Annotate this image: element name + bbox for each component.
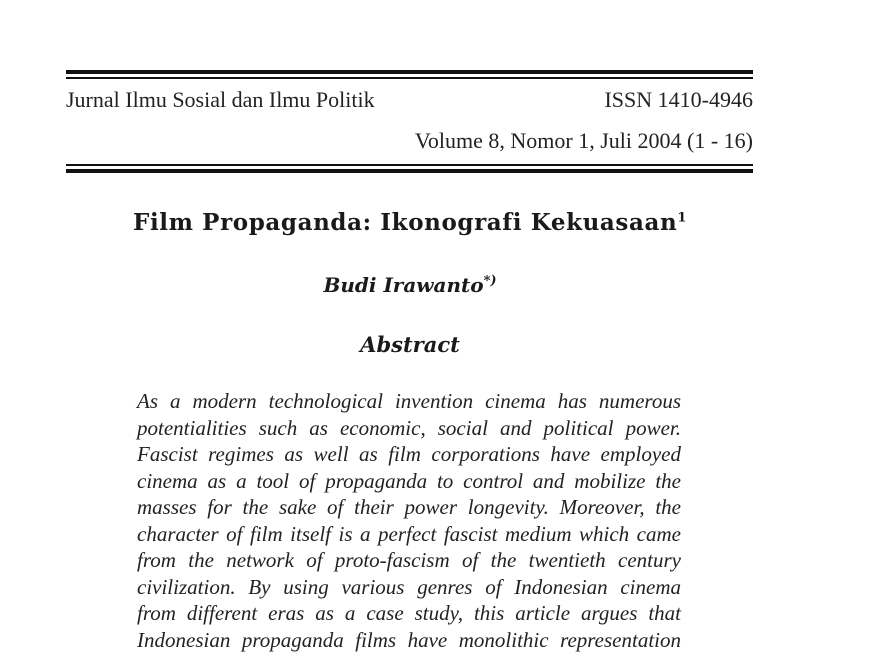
abstract-line: As a modern technological invention cinema has numerous	[137, 389, 681, 413]
author-name: Budi Irawanto	[323, 273, 484, 297]
abstract-line: civilization. By using various genres of Indonesian cinema	[137, 574, 681, 599]
abstract-body	[137, 388, 681, 653]
abstract-line: character of film itself is a perfect fascist medium which came	[137, 521, 681, 546]
header-bottom-thin-rule	[66, 164, 753, 166]
abstract-line: cinema as a tool of propaganda to control and mobilize the	[137, 468, 681, 493]
abstract-line: from the network of proto-fascism of the twentieth century	[137, 548, 681, 572]
article-title	[0, 211, 820, 234]
article-title-text: Film Propaganda: Ikonografi Kekuasaan	[133, 209, 678, 236]
issn-number: ISSN 1410-4946	[604, 87, 753, 112]
volume-info: Volume 8, Nomor 1, Juli 2004 (1 - 16)	[414, 128, 753, 153]
abstract-line: from different eras as a case study, this article argues that	[137, 601, 681, 625]
header-top-thin-rule	[66, 77, 753, 79]
journal-name: Jurnal Ilmu Sosial dan Ilmu Politik	[66, 87, 375, 112]
author-footnote-marker: *)	[483, 273, 497, 289]
abstract-line: Indonesian propaganda films have monolithic representation	[137, 627, 681, 652]
abstract-line: Fascist regimes as well as film corporations have employed	[137, 442, 681, 466]
title-footnote-marker: 1	[677, 210, 687, 226]
header-top-thick-rule	[66, 70, 753, 74]
header-bottom-thick-rule	[66, 169, 753, 173]
header-top-rule	[66, 70, 753, 79]
header-bottom-rule	[66, 164, 753, 173]
abstract-line: masses for the sake of their power longevity. Moreover, the	[137, 495, 681, 519]
abstract-line: potentialities such as economic, social and political power.	[137, 415, 681, 440]
abstract-heading: Abstract	[360, 332, 460, 357]
article-author	[0, 275, 820, 295]
